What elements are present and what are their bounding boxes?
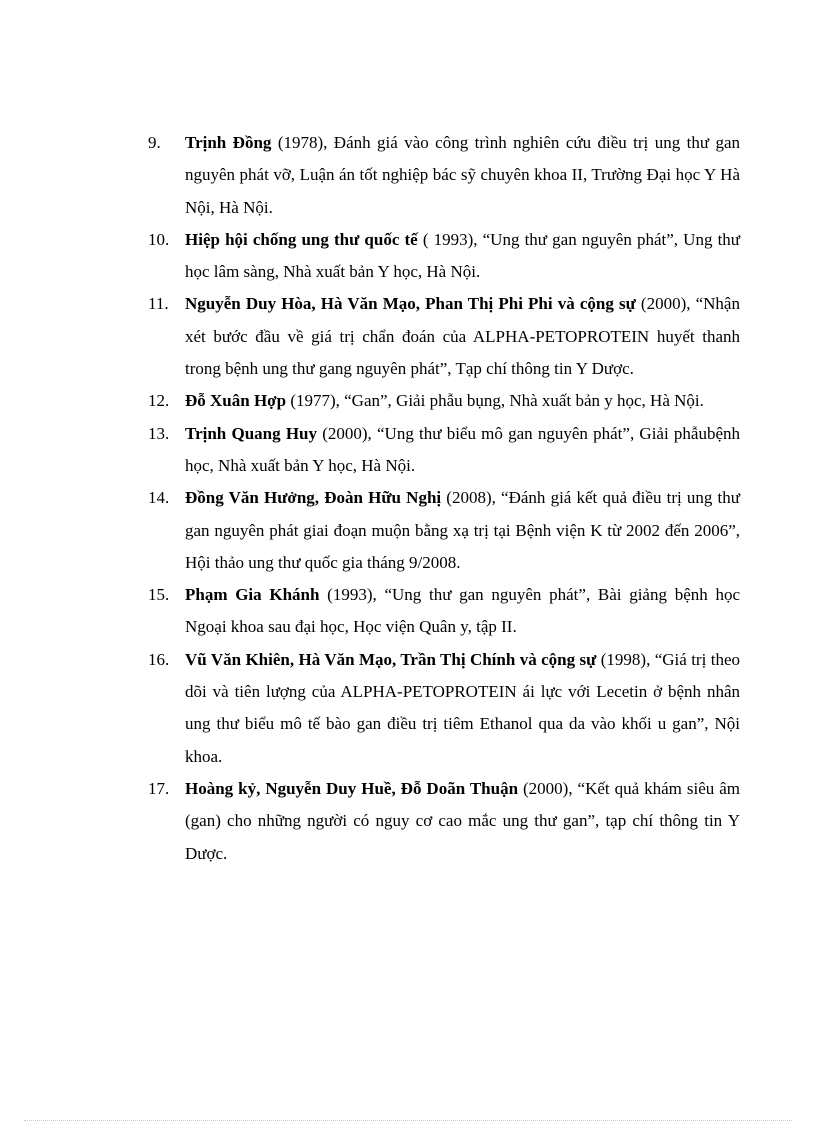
reference-item bbox=[144, 579, 740, 644]
reference-item bbox=[144, 418, 740, 483]
reference-number: 17. bbox=[148, 778, 170, 798]
reference-text: (2000), “Ung thư biểu mô gan nguyên phát”, Giải phẫubệnh học, Nhà xuất bản Y học, Hà Nội. bbox=[185, 423, 740, 475]
reference-text: (1977), “Gan”, Giải phẫu bụng, Nhà xuất bản y học, Hà Nội. bbox=[286, 391, 704, 411]
reference-authors: Đỗ Xuân Hợp bbox=[185, 391, 287, 411]
reference-text: (1993), “Ung thư gan nguyên phát”, Bài giảng bệnh học Ngoại khoa sau đại học, Học viện Quân y, tập II. bbox=[185, 585, 740, 637]
reference-number: 10. bbox=[148, 229, 170, 249]
reference-authors: Đồng Văn Hưởng, Đoàn Hữu Nghị bbox=[185, 488, 442, 508]
reference-item bbox=[144, 127, 740, 224]
reference-item bbox=[144, 644, 740, 773]
reference-text: (2008), “Đánh giá kết quả điều trị ung thư gan nguyên phát giai đoạn muộn bằng xạ trị tại Bệnh viện K từ 2002 đến 2006”, Hội thảo ung thư quốc gia tháng 9/2008. bbox=[185, 488, 740, 572]
reference-text: ( 1993), “Ung thư gan nguyên phát”, Ung thư học lâm sàng, Nhà xuất bản Y học, Hà Nội. bbox=[185, 229, 741, 282]
reference-number: 16. bbox=[148, 649, 170, 669]
reference-authors: Hoàng kỷ, Nguyễn Duy Huề, Đỗ Doãn Thuận bbox=[185, 778, 519, 798]
reference-authors: Trịnh Đồng bbox=[185, 133, 272, 152]
reference-authors: Hiệp hội chống ung thư quốc tế bbox=[185, 229, 418, 249]
reference-text: (2000), “Kết quả khám siêu âm (gan) cho những người có nguy cơ cao mắc ung thư gan”, tạp chí thông tin Y Dược. bbox=[185, 778, 740, 863]
reference-number: 13. bbox=[148, 423, 170, 443]
page-bottom-divider bbox=[24, 1120, 792, 1121]
reference-list bbox=[144, 127, 740, 870]
reference-item bbox=[144, 482, 740, 579]
reference-number: 9. bbox=[148, 133, 161, 152]
reference-text: (2000), “Nhận xét bước đầu về giá trị chẩn đoán của ALPHA-PETOPROTEIN huyết thanh trong bệnh ung thư gang nguyên phát”, Tạp chí thông tin Y Dược. bbox=[185, 294, 740, 379]
reference-text: (1998), “Giá trị theo dõi và tiên lượng của ALPHA-PETOPROTEIN ái lực với Lecetin ở bệnh nhân ung thư biểu mô tế bào gan điều trị tiêm Ethanol qua da vào khối u gan”, Nội khoa. bbox=[185, 649, 740, 766]
reference-item bbox=[144, 288, 740, 385]
reference-authors: Nguyễn Duy Hòa, Hà Văn Mạo, Phan Thị Phi Phi và cộng sự bbox=[185, 294, 636, 314]
reference-item bbox=[144, 224, 740, 289]
reference-authors: Trịnh Quang Huy bbox=[185, 423, 317, 443]
reference-number: 11. bbox=[148, 294, 169, 314]
reference-authors: Phạm Gia Khánh bbox=[185, 585, 320, 605]
reference-number: 12. bbox=[148, 391, 170, 411]
reference-authors: Vũ Văn Khiên, Hà Văn Mạo, Trần Thị Chính và cộng sự bbox=[185, 649, 597, 669]
reference-item bbox=[144, 773, 740, 870]
reference-number: 14. bbox=[148, 488, 170, 508]
reference-item bbox=[144, 385, 740, 417]
reference-text: (1978), Đánh giá vào công trình nghiên cứu điều trị ung thư gan nguyên phát vỡ, Luận án tốt nghiệp bác sỹ chuyên khoa II, Trường Đại học Y Hà Nội, Hà Nội. bbox=[185, 133, 740, 217]
reference-number: 15. bbox=[148, 585, 170, 605]
